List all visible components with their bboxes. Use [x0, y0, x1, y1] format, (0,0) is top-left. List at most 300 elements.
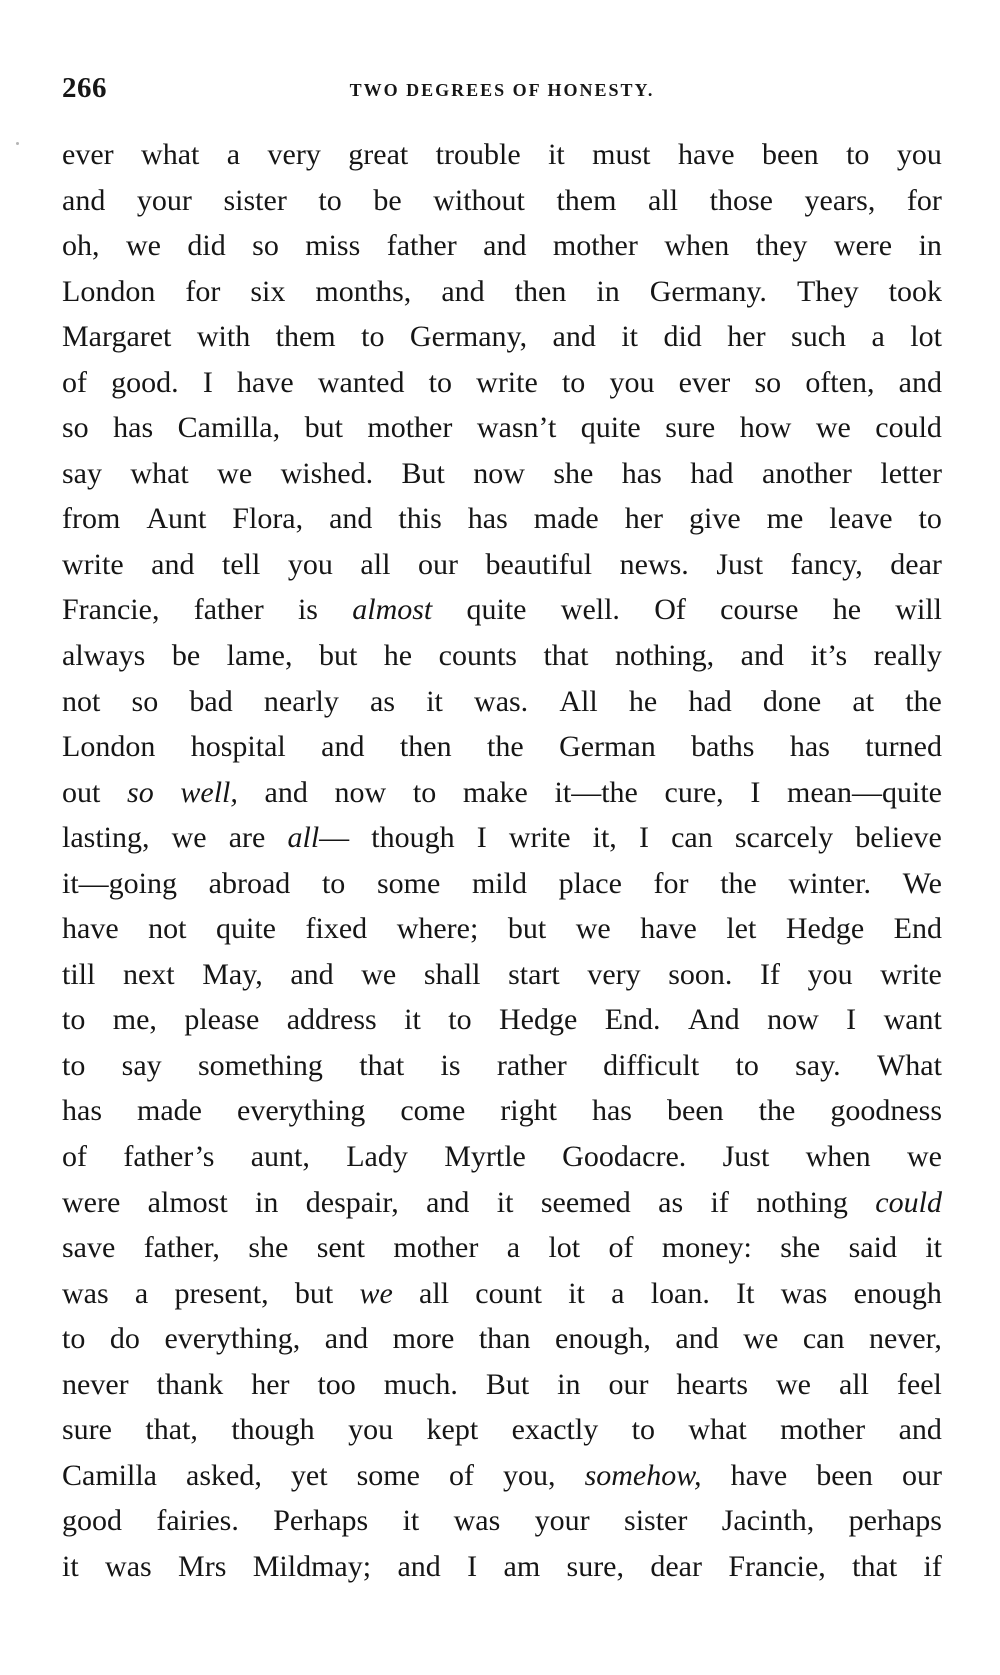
word: we [171, 821, 207, 855]
word: Mildmay; [252, 1549, 372, 1583]
word: news. [619, 547, 689, 581]
word: right [500, 1094, 557, 1128]
word: nothing, [614, 639, 715, 673]
word: that [543, 639, 589, 673]
word: kept [426, 1413, 479, 1447]
word: has [113, 411, 154, 445]
word: to [318, 183, 342, 217]
word: it’s [810, 639, 848, 673]
word: wanted [317, 365, 405, 399]
word: her [727, 320, 766, 354]
word: me, [112, 1003, 157, 1037]
word: quite [466, 593, 527, 627]
word: when [805, 1140, 871, 1174]
text-line [62, 1271, 942, 1317]
word: to [735, 1048, 759, 1082]
word: wasn’t [476, 411, 557, 445]
word: write [62, 547, 124, 581]
word: come [400, 1094, 466, 1128]
word: a [871, 320, 885, 354]
word: Hedge [785, 912, 865, 946]
word: and [321, 730, 365, 764]
word: six [250, 274, 286, 308]
word: what [141, 138, 200, 171]
word: Camilla [62, 1458, 157, 1492]
word: sure [665, 411, 716, 445]
word: enough, [555, 1322, 651, 1356]
word: fancy, [790, 547, 863, 581]
word: Aunt [146, 502, 207, 536]
word: at [852, 684, 875, 718]
word: in [255, 1185, 279, 1219]
word: you, [503, 1458, 556, 1492]
word: if [710, 1185, 729, 1219]
word: lot [910, 320, 942, 354]
text-line [62, 451, 942, 497]
word: well. [560, 593, 620, 627]
word: were [833, 229, 893, 263]
word: a [506, 1231, 521, 1265]
word: good. [111, 365, 179, 399]
word: had [688, 684, 732, 718]
word: could [875, 411, 942, 445]
word: father, [143, 1231, 220, 1265]
word: ever [62, 138, 114, 171]
word: was [453, 1504, 501, 1538]
word: Just [722, 1140, 770, 1174]
text-line [62, 223, 942, 269]
word: in [557, 1367, 581, 1401]
word: abroad [208, 866, 291, 900]
word: I [476, 821, 487, 855]
word: father [386, 229, 457, 263]
word: dear [890, 547, 942, 581]
word: father [193, 593, 264, 627]
word: he [383, 639, 413, 673]
text-line [62, 997, 942, 1043]
word: Flora, [232, 502, 304, 536]
word: next [122, 957, 175, 991]
word: soon. [668, 957, 733, 991]
word: did [187, 229, 226, 263]
word: was [105, 1549, 152, 1583]
word: give [689, 502, 741, 536]
word: is [297, 593, 318, 627]
word: so [131, 684, 159, 718]
text-line [62, 770, 942, 816]
word: Just [716, 547, 764, 581]
word: she [248, 1231, 289, 1265]
word: very [587, 957, 641, 991]
text-line [62, 1498, 942, 1544]
word: quite [580, 411, 641, 445]
word: all— [287, 821, 350, 855]
word: everything [237, 1094, 366, 1128]
word: write [476, 365, 538, 399]
word: shall [423, 957, 481, 991]
word: What [876, 1048, 942, 1082]
text-line [62, 178, 942, 224]
word: miss [305, 229, 361, 263]
word: sent [316, 1231, 366, 1265]
word: to [846, 138, 870, 171]
page-number: 266 [62, 72, 107, 104]
word: End. [604, 1003, 661, 1037]
word: goodness [830, 1094, 942, 1128]
word: to [62, 1003, 86, 1037]
word: baths [691, 730, 755, 764]
text-line [62, 724, 942, 770]
word: made [533, 502, 599, 536]
word: almost [352, 593, 433, 627]
word: have [640, 912, 697, 946]
word: now [334, 775, 387, 809]
word: in [596, 274, 620, 308]
word: and [324, 1322, 369, 1356]
word: to [321, 866, 346, 900]
word: so [252, 229, 279, 263]
word: great [348, 138, 409, 171]
word: another [761, 456, 852, 490]
word: difficult [603, 1048, 700, 1082]
word: despair, [305, 1185, 399, 1219]
word: feel [896, 1367, 942, 1401]
word: we [575, 912, 611, 946]
word: present, [174, 1276, 269, 1310]
word: mean—quite [787, 775, 942, 809]
word: is [440, 1048, 461, 1082]
word: do [109, 1322, 140, 1356]
text-line [62, 1225, 942, 1271]
word: of [62, 1140, 87, 1174]
word: such [791, 320, 847, 354]
word: we [361, 957, 397, 991]
word: to [62, 1048, 86, 1082]
word: it [568, 1276, 585, 1310]
text-line [62, 1180, 942, 1226]
word: Myrtle [444, 1140, 526, 1174]
word: said [848, 1231, 897, 1265]
text-line [62, 542, 942, 588]
word: dear [650, 1549, 702, 1583]
margin-mark [16, 142, 19, 145]
word: write [880, 957, 942, 991]
text-line [62, 1316, 942, 1362]
word: the [758, 1094, 796, 1128]
word: she [553, 456, 594, 490]
word: father’s [123, 1140, 215, 1174]
word: Lady [346, 1140, 408, 1174]
word: wished. [280, 456, 374, 490]
word: where; [396, 912, 479, 946]
word: has [591, 1094, 632, 1128]
word: say. [795, 1048, 841, 1082]
word: our [901, 1458, 942, 1492]
word: done [762, 684, 822, 718]
word: Mrs [178, 1549, 227, 1583]
word: you [896, 138, 942, 171]
word: are [228, 821, 266, 855]
word: quite [216, 912, 277, 946]
word: believe [855, 821, 942, 855]
word: without [433, 183, 525, 217]
word: so [62, 411, 89, 445]
word: let [726, 912, 757, 946]
word: with [196, 320, 251, 354]
word: will [895, 593, 942, 627]
word: till [62, 957, 96, 991]
word: asked, [186, 1458, 262, 1492]
word: we [217, 456, 253, 490]
word: be [171, 639, 201, 673]
word: and [397, 1549, 441, 1583]
word: we [776, 1367, 811, 1401]
word: say [121, 1048, 162, 1082]
word: sure, [566, 1549, 624, 1583]
word: mother [552, 229, 638, 263]
word: beautiful [485, 547, 593, 581]
word: something [197, 1048, 323, 1082]
word: and [62, 183, 106, 217]
word: have [730, 1458, 788, 1492]
word: that, [145, 1413, 198, 1447]
word: Francie, [62, 593, 160, 627]
word: all [838, 1367, 869, 1401]
word: you [807, 957, 853, 991]
word: now [767, 1003, 819, 1037]
word: mother [780, 1413, 866, 1447]
word: made [137, 1094, 202, 1128]
word: it [404, 1003, 421, 1037]
word: what [130, 456, 189, 490]
word: a [611, 1276, 625, 1310]
word: though [371, 821, 455, 855]
word: trouble [435, 138, 521, 171]
word: place [558, 866, 622, 900]
word: and [441, 274, 485, 308]
word: write [508, 821, 571, 855]
word: did [663, 320, 702, 354]
word: of [608, 1231, 634, 1265]
word: German [559, 730, 656, 764]
word: in [918, 229, 942, 263]
word: letter [880, 456, 942, 490]
word: as [370, 684, 396, 718]
word: to [62, 1322, 86, 1356]
word: everything, [164, 1322, 301, 1356]
word: as [658, 1185, 684, 1219]
word: out [62, 775, 101, 809]
word: them [275, 320, 336, 354]
word: I [638, 821, 649, 855]
word: all [360, 547, 391, 581]
word: address [286, 1003, 377, 1037]
word: often, [805, 365, 875, 399]
word: but [304, 411, 343, 445]
word: for [653, 866, 689, 900]
word: though [231, 1413, 315, 1447]
word: we [359, 1276, 393, 1310]
word: of [448, 1458, 474, 1492]
word: and [483, 229, 527, 263]
word: Jacinth, [721, 1504, 815, 1538]
word: the [905, 684, 942, 718]
word: the [720, 866, 757, 900]
word: have [62, 912, 119, 946]
word: your [136, 183, 192, 217]
word: was [62, 1276, 109, 1310]
word: the [487, 730, 524, 764]
text-line [62, 633, 942, 679]
word: loan. [650, 1276, 710, 1310]
word: it [62, 1549, 79, 1583]
word: fixed [305, 912, 368, 946]
word: If [760, 957, 781, 991]
word: tell [222, 547, 261, 581]
word: hospital [190, 730, 286, 764]
word: to [561, 365, 586, 399]
word: nearly [263, 684, 339, 718]
word: you [609, 365, 655, 399]
word: save [62, 1231, 116, 1265]
word: please [184, 1003, 260, 1037]
word: then [399, 730, 452, 764]
word: a [226, 138, 241, 171]
word: for [185, 274, 221, 308]
word: how [739, 411, 792, 445]
word: we [743, 1322, 779, 1356]
word: what [688, 1413, 747, 1447]
word: too [317, 1367, 356, 1401]
word: and [740, 639, 784, 673]
word: ever [678, 365, 731, 399]
word: well, [180, 775, 238, 809]
word: months, [315, 274, 412, 308]
word: he [832, 593, 862, 627]
word: was. [474, 684, 529, 718]
word: Of [654, 593, 686, 627]
text-line [62, 132, 942, 178]
word: make [462, 775, 528, 809]
text-line [62, 360, 942, 406]
text-line [62, 314, 942, 360]
text-line [62, 1043, 942, 1089]
word: and [552, 320, 596, 354]
word: perhaps [848, 1504, 942, 1538]
word: that [852, 1549, 898, 1583]
word: We [902, 866, 942, 900]
word: we [125, 229, 161, 263]
word: all [648, 183, 679, 217]
word: say [62, 456, 102, 490]
word: has [621, 456, 662, 490]
word: so [127, 775, 154, 809]
word: enough [853, 1276, 942, 1310]
word: can [802, 1322, 845, 1356]
word: I [467, 1549, 478, 1583]
word: exactly [511, 1413, 599, 1447]
word: it, [592, 821, 617, 855]
word: and [264, 775, 308, 809]
word: it—going [62, 866, 178, 900]
word: count [475, 1276, 542, 1310]
text-line [62, 587, 942, 633]
word: some [356, 1458, 420, 1492]
word: fairies. [156, 1504, 239, 1538]
word: be [373, 183, 402, 217]
word: May, [202, 957, 263, 991]
word: had [690, 456, 734, 490]
word: start [508, 957, 560, 991]
word: your [534, 1504, 590, 1538]
word: you [287, 547, 333, 581]
word: and [898, 365, 942, 399]
word: London [62, 274, 156, 308]
word: were [62, 1185, 121, 1219]
word: was [780, 1276, 828, 1310]
text-line [62, 405, 942, 451]
word: took [888, 274, 942, 308]
word: and [898, 1413, 942, 1447]
word: not [62, 684, 101, 718]
word: hearts [676, 1367, 749, 1401]
word: been [667, 1094, 724, 1128]
word: more [392, 1322, 455, 1356]
word: to [412, 775, 437, 809]
word: They [796, 274, 859, 308]
word: has [62, 1094, 102, 1128]
word: now [473, 456, 525, 490]
word: much. [383, 1367, 458, 1401]
word: he [628, 684, 658, 718]
word: Camilla, [177, 411, 281, 445]
text-line [62, 952, 942, 998]
word: has [467, 502, 508, 536]
word: all [419, 1276, 450, 1310]
word: could [875, 1185, 942, 1219]
word: some [376, 866, 441, 900]
word: can [671, 821, 713, 855]
word: to [361, 320, 385, 354]
word: Germany. [649, 274, 767, 308]
word: thank [156, 1367, 224, 1401]
word: money: [661, 1231, 752, 1265]
word: but [318, 639, 358, 673]
word: But [401, 456, 445, 490]
word: our [608, 1367, 649, 1401]
word: when [664, 229, 730, 263]
word: but [507, 912, 547, 946]
word: and [151, 547, 195, 581]
word: our [417, 547, 458, 581]
word: lame, [226, 639, 293, 673]
word: turned [865, 730, 942, 764]
word: to [428, 365, 452, 399]
word: not [148, 912, 187, 946]
word: and [426, 1185, 470, 1219]
word: And [687, 1003, 740, 1037]
word: am [503, 1549, 541, 1583]
word: them [556, 183, 617, 217]
word: it [925, 1231, 942, 1265]
word: London [62, 730, 156, 764]
word: that [359, 1048, 405, 1082]
word: if [923, 1549, 942, 1583]
word: mother [367, 411, 453, 445]
word: and [290, 957, 334, 991]
text-line [62, 1362, 942, 1408]
word: her [251, 1367, 290, 1401]
